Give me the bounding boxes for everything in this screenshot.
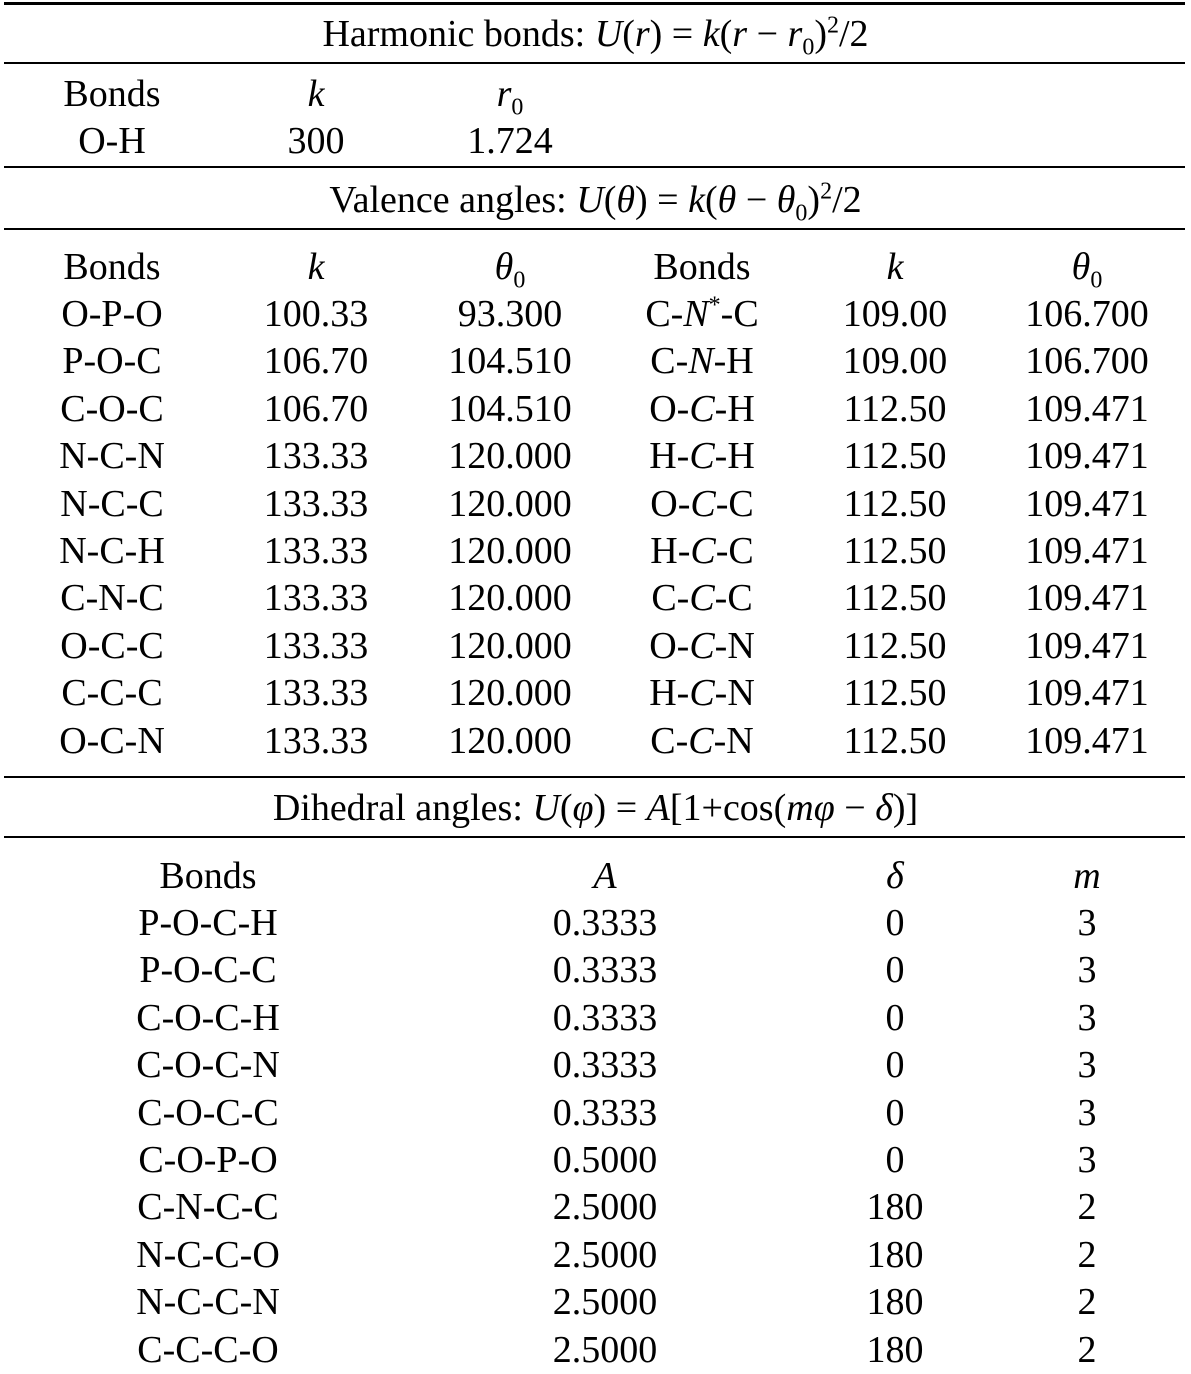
valence-table-row-cell: O-C-N: [649, 624, 755, 667]
dihedral-table-row-cell: 2.5000: [552, 1186, 658, 1229]
dihedral-table-row-cell: 2.5000: [552, 1281, 658, 1324]
dihedral-table-row: [0, 1278, 1191, 1326]
valence-table-row-cell: C-O-C: [60, 387, 164, 430]
valence-table-row-cell: C-C-C: [651, 577, 753, 620]
valence-title-prefix: Valence angles:: [329, 179, 577, 221]
dihedral-table-row-cell: 0.3333: [552, 902, 658, 944]
dihedral-table-row-cell: 0: [885, 1091, 905, 1134]
valence-table-row-cell: O-C-C: [60, 624, 164, 667]
dihedral-table-row-cell: 0: [885, 949, 905, 992]
dihedral-table-row-cell: 2: [1077, 1186, 1097, 1229]
harmonic-table-row-cell: O-H: [78, 120, 146, 162]
valence-table-row-cell: 109.471: [1025, 577, 1149, 620]
dihedral-table-row-cell: C-N-C-C: [137, 1186, 279, 1229]
valence-table-row-cell: 133.33: [263, 624, 369, 667]
valence-table-row: [0, 432, 1191, 480]
valence-table-row: [0, 574, 1191, 622]
dihedral-table-row-cell: N-C-C-N: [136, 1281, 280, 1324]
valence-title-rule: [4, 228, 1185, 230]
dihedral-title-prefix: Dihedral angles:: [272, 787, 533, 829]
dihedral-table-row-cell: 3: [1077, 996, 1097, 1039]
dihedral-table-row-cell: 180: [866, 1328, 924, 1371]
valence-table-row-cell: 133.33: [263, 435, 369, 478]
dihedral-table-row-cell: 0.3333: [552, 1091, 658, 1134]
valence-table-row-cell: 109.471: [1025, 387, 1149, 430]
dihedral-table-row: [0, 899, 1191, 947]
valence-header-row-cell: Bonds: [63, 246, 161, 288]
valence-table-row-cell: O-C-H: [649, 387, 755, 430]
dihedral-header-row: [0, 852, 1191, 900]
valence-table-row-cell: 93.300: [457, 293, 563, 335]
valence-table-row: [0, 480, 1191, 528]
valence-table-row-cell: N-C-C: [60, 482, 164, 525]
valence-table-row-cell: C-C-C: [61, 672, 163, 715]
valence-table-row-cell: 133.33: [263, 719, 369, 762]
dihedral-table-row-cell: 180: [866, 1186, 924, 1229]
valence-table-row-cell: 112.50: [843, 530, 947, 572]
valence-table-row-cell: H-C-H: [649, 435, 755, 478]
harmonic-header-row-cell: $r_0$: [496, 73, 524, 121]
harmonic-title-prefix: Harmonic bonds:: [322, 13, 595, 55]
valence-formula: $U(\theta) = k(\theta - \theta_0)^2/2$: [576, 178, 862, 227]
valence-table-row-cell: 112.50: [843, 387, 947, 430]
valence-table-row: [0, 717, 1191, 765]
dihedral-table-row-cell: 0: [885, 1139, 905, 1181]
harmonic-header-row-cell: Bonds: [63, 73, 161, 115]
valence-table-row: [0, 527, 1191, 575]
top-rule: [4, 2, 1185, 5]
valence-table-row-cell: C-N-C: [60, 577, 164, 620]
valence-section-title: [0, 176, 1191, 227]
valence-table-row-cell: 112.50: [843, 624, 947, 667]
valence-table-row-cell: 112.50: [843, 435, 947, 478]
valence-table-row-cell: H-C-C: [650, 530, 754, 572]
valence-table-row-cell: 106.70: [263, 340, 369, 383]
valence-table-row-cell: 109.00: [842, 340, 948, 383]
valence-table-row-cell: 106.700: [1025, 340, 1149, 383]
harmonic-formula: $U(r) = k(r - r_0)^2/2$: [594, 12, 869, 61]
dihedral-table-row-cell: 0.3333: [552, 996, 658, 1039]
valence-table-row-cell: 112.50: [843, 719, 947, 762]
dihedral-table-row-cell: P-O-C-C: [139, 949, 277, 992]
dihedral-table-row: [0, 1326, 1191, 1374]
valence-table-row-cell: P-O-C: [62, 340, 162, 383]
dihedral-table-row-cell: 3: [1077, 949, 1097, 992]
valence-table-row-cell: 109.471: [1025, 624, 1149, 667]
dihedral-table-row: [0, 1136, 1191, 1184]
dihedral-header-row-cell: A: [593, 855, 617, 897]
valence-table-row: [0, 669, 1191, 717]
valence-table-row-cell: 120.000: [448, 482, 572, 525]
valence-table-row-cell: 104.510: [448, 340, 572, 383]
dihedral-table-row: [0, 946, 1191, 994]
valence-table-row-cell: N-C-H: [59, 530, 165, 572]
valence-table-row-cell: 112.50: [843, 577, 947, 620]
valence-bottom-rule: [4, 776, 1185, 778]
valence-table-row-cell: 120.000: [448, 672, 572, 715]
harmonic-title-rule: [4, 62, 1185, 64]
dihedral-table-row-cell: 2: [1077, 1328, 1097, 1371]
valence-header-row-cell: Bonds: [653, 246, 751, 288]
valence-table-row-cell: 133.33: [263, 482, 369, 525]
harmonic-section-title: [0, 10, 1191, 61]
dihedral-table-row-cell: 0.3333: [552, 1044, 658, 1087]
dihedral-table-row-cell: C-O-C-N: [136, 1044, 280, 1087]
dihedral-table-row-cell: N-C-C-O: [136, 1233, 280, 1276]
dihedral-header-row-cell: m: [1073, 855, 1101, 897]
dihedral-table-row-cell: 0: [885, 1044, 905, 1087]
dihedral-table-row: [0, 1231, 1191, 1279]
dihedral-table-row: [0, 1183, 1191, 1231]
dihedral-header-row-cell: Bonds: [159, 855, 257, 897]
valence-table-row-cell: 120.000: [448, 719, 572, 762]
valence-table-row-cell: O-P-O: [61, 293, 163, 335]
valence-table-row-cell: 120.000: [448, 624, 572, 667]
valence-table-row-cell: N-C-N: [59, 435, 165, 478]
valence-header-row-cell: $\theta_0$: [1071, 246, 1103, 294]
dihedral-table-row-cell: 2.5000: [552, 1328, 658, 1371]
dihedral-formula: U(φ) = A[1+cos(mφ − δ)]: [532, 787, 919, 829]
valence-table-row-cell: 109.471: [1025, 530, 1149, 572]
dihedral-table-row-cell: C-O-P-O: [138, 1139, 278, 1181]
dihedral-table-row-cell: 2.5000: [552, 1233, 658, 1276]
valence-table-row-cell: 120.000: [448, 577, 572, 620]
valence-table-row: [0, 622, 1191, 670]
dihedral-table-row-cell: 3: [1077, 1139, 1097, 1181]
dihedral-table-row: [0, 994, 1191, 1042]
dihedral-table-row-cell: C-O-C-H: [136, 996, 280, 1039]
valence-table-row-cell: 106.700: [1025, 293, 1149, 335]
valence-table-row-cell: 133.33: [263, 577, 369, 620]
dihedral-title-rule: [4, 836, 1185, 838]
dihedral-table-row-cell: 2: [1077, 1233, 1097, 1276]
dihedral-header-row-cell: δ: [886, 855, 904, 897]
dihedral-section-title: [0, 784, 1191, 832]
valence-table-row-cell: C-N*-C: [645, 292, 759, 335]
dihedral-table-row-cell: P-O-C-H: [138, 902, 278, 944]
dihedral-table-row: [0, 1041, 1191, 1089]
harmonic-table-row-cell: 300: [287, 120, 345, 162]
harmonic-table-row: [0, 117, 1191, 165]
harmonic-table-row-cell: 1.724: [467, 120, 553, 162]
valence-table-row-cell: C-N-H: [650, 340, 754, 383]
valence-table-row-cell: 106.70: [263, 387, 369, 430]
valence-table-row-cell: C-C-N: [650, 719, 754, 762]
valence-table-row-cell: O-C-C: [650, 482, 754, 525]
dihedral-table-row: [0, 1089, 1191, 1137]
valence-table-row-cell: 112.50: [843, 672, 947, 715]
dihedral-table-row-cell: 0: [885, 996, 905, 1039]
valence-table-row-cell: 120.000: [448, 435, 572, 478]
dihedral-table-row-cell: 0.5000: [552, 1139, 658, 1181]
dihedral-table-row-cell: 3: [1077, 1091, 1097, 1134]
valence-table-row-cell: 133.33: [263, 530, 369, 572]
harmonic-header-row-cell: k: [307, 73, 325, 115]
valence-table-row: [0, 385, 1191, 433]
dihedral-table-row-cell: C-C-C-O: [137, 1328, 279, 1371]
dihedral-table-row-cell: 3: [1077, 902, 1097, 944]
valence-table-row-cell: 109.471: [1025, 672, 1149, 715]
harmonic-bottom-rule: [4, 166, 1185, 168]
valence-table-row-cell: 109.00: [842, 293, 948, 335]
valence-table-row-cell: 133.33: [263, 672, 369, 715]
valence-header-row: [0, 243, 1191, 294]
valence-table-row-cell: H-C-N: [649, 672, 755, 715]
dihedral-table-row-cell: 3: [1077, 1044, 1097, 1087]
valence-table-row: [0, 337, 1191, 385]
valence-table-row-cell: 100.33: [263, 293, 369, 335]
valence-header-row-cell: k: [886, 246, 904, 288]
harmonic-header-row: [0, 70, 1191, 121]
dihedral-table-row-cell: C-O-C-C: [137, 1091, 279, 1134]
dihedral-table-row-cell: 0.3333: [552, 949, 658, 992]
valence-table-row-cell: 109.471: [1025, 435, 1149, 478]
valence-header-row-cell: $\theta_0$: [494, 246, 526, 294]
valence-table-row-cell: 112.50: [843, 482, 947, 525]
valence-table-row-cell: O-C-N: [59, 719, 165, 762]
dihedral-table-row-cell: 180: [866, 1281, 924, 1324]
valence-table-row-cell: 109.471: [1025, 719, 1149, 762]
valence-table-row-cell: 120.000: [448, 530, 572, 572]
valence-table-row-cell: 104.510: [448, 387, 572, 430]
dihedral-table-row-cell: 2: [1077, 1281, 1097, 1324]
dihedral-table-row-cell: 0: [885, 902, 905, 944]
dihedral-table-row-cell: 180: [866, 1233, 924, 1276]
valence-table-row: [0, 290, 1191, 338]
valence-header-row-cell: k: [307, 246, 325, 288]
valence-table-row-cell: 109.471: [1025, 482, 1149, 525]
